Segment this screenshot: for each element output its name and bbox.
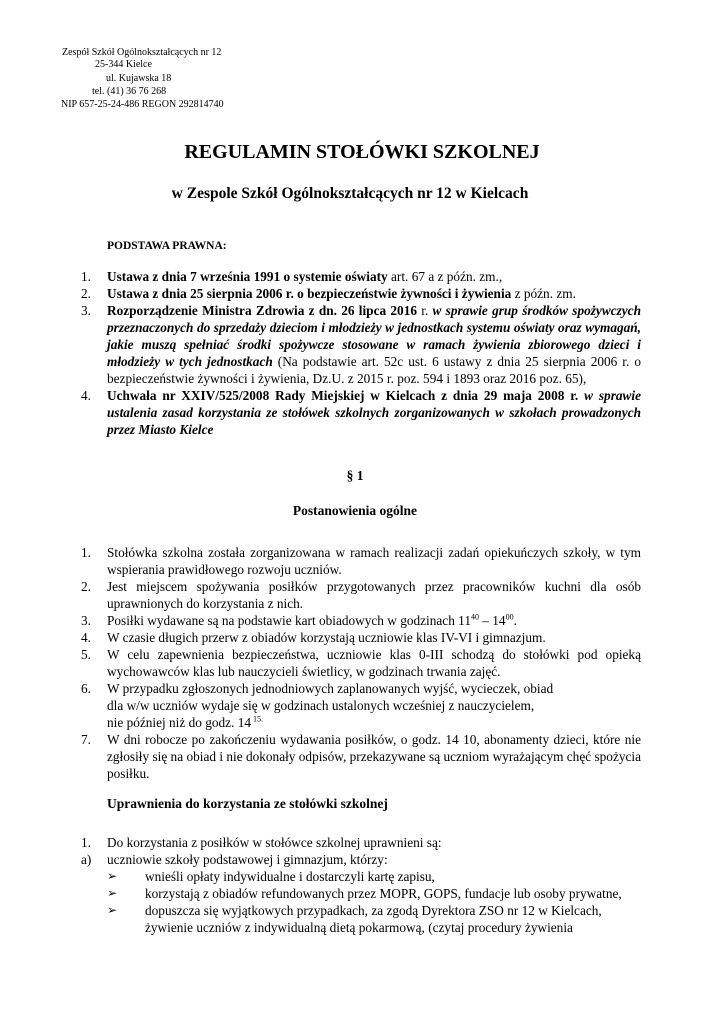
list-item: a) uczniowie szkoły podstawowej i gimnazjum, którzy: [81,852,388,867]
header-street: ul. Kujawska 18 [106,73,172,84]
list-item: 1. Do korzystania z posiłków w stołówce szkolnej uprawnieni są: [81,835,442,850]
header-school: Zespół Szkół Ogólnokształcących nr 12 [62,47,222,58]
list-item: 5. W celu zapewnienia bezpieczeństwa, uczniowie klas 0-III schodzą do stołówki pod opieką wychowawców klas lub nauczycieli świetlicy, w godzinach trwania zajęć. [81,647,641,679]
bullet-item: ➢ dopuszcza się wyjątkowych przypadkach, za zgodą Dyrektora ZSO nr 12 w Kielcach, żywienie uczniów z indywidualną dietą pokarmową, (czytaj procedury żywienia [107,903,602,935]
list-item: 3. Posiłki wydawane są na podstawie kart obiadowych w godzinach $11^{40} - 14^{00}$. [81,612,517,628]
document-subtitle: w Zespole Szkół Ogólnokształcących nr 12 w Kielcach [171,185,529,202]
eligibility-heading: Uprawnienia do korzystania ze stołówki szkolnej [107,796,388,811]
list-item: 1. Stołówka szkolna została zorganizowana w ramach realizacji zadań opiekuńczych szkoły, w tym wspierania prawidłowego rozwoju uczniów. [81,545,641,577]
header-postcode: 25-344 Kielce [95,59,152,70]
list-item: 4. W czasie długich przerw z obiadów korzystają uczniowie klas IV-VI i gimnazjum. [81,630,546,645]
arrow-bullet-icon: ➢ [107,903,118,917]
list-item: 6. W przypadku zgłoszonych jednodniowych zaplanowanych wyjść, wycieczek, obiad dla w/w uczniów wydaje się w godzinach ustalonych wcześniej z nauczycielem, nie później niż do godz. 14 $^{15.}$ [81,681,554,730]
header-ids: NIP 657-25-24-486 REGON 292814740 [61,99,224,110]
general-provisions-list [81,544,641,782]
arrow-bullet-icon: ➢ [107,869,118,883]
arrow-bullet-icon: ➢ [107,886,118,900]
document-title: REGULAMIN STOŁÓWKI SZKOLNEJ [184,141,540,163]
section-mark: § 1 [346,468,364,483]
legal-basis-heading: PODSTAWA PRAWNA: [107,240,227,252]
list-item: 2. Ustawa z dnia 25 sierpnia 2006 r. o bezpieczeństwie żywności i żywienia z późn. zm. [81,286,576,301]
legal-basis-list [81,268,641,438]
list-item: 7. W dni robocze po zakończeniu wydawania posiłków, o godz. 14 10, abonamenty dzieci, które nie zgłosiły się na obiad i nie dokonały odpisów, przekazywane są uczniom wyrażającym chęć spożycia posiłku. [81,732,641,781]
list-item: 3. Rozporządzenie Ministra Zdrowia z dn. 26 lipca 2016 r. w sprawie grup środków spożywczych przeznaczonych do sprzedaży dzieciom i młodzieży w jednostkach systemu oświaty oraz wymagań, jakie muszą spełniać środki spożywcze stosowane w ramach żywienia zbiorowego dzieci i młodzieży w tych jednostkach (Na podstawie art. 52c ust. 6 ustawy z dnia 25 sierpnia 2006 r. o bezpieczeństwie żywności i żywienia, Dz.U. z 2015 r. poz. 594 i 1893 oraz 2016 poz. 65), [81,303,641,386]
eligibility-list [81,834,641,936]
header-phone: tel. (41) 36 76 268 [92,86,167,97]
list-item: 1. Ustawa z dnia 7 września 1991 o systemie oświaty art. 67 a z późn. zm., [81,269,503,284]
bullet-item: ➢ korzystają z obiadów refundowanych przez MOPR, GOPS, fundacje lub osoby prywatne, [107,886,622,901]
list-item: 4. Uchwała nr XXIV/525/2008 Rady Miejskiej w Kielcach z dnia 29 maja 2008 r. w sprawie ustalenia zasad korzystania ze stołówek szkolnych zorganizowanych w szkołach prowadzonych przez Miasto Kielce [81,388,641,437]
list-item: 2. Jest miejscem spożywania posiłków przygotowanych przez pracowników kuchni dla osób uprawnionych do korzystania z nich. [81,579,641,611]
bullet-item: ➢ wnieśli opłaty indywidualne i dostarczyli kartę zapisu, [107,869,435,884]
section-heading: Postanowienia ogólne [292,503,418,518]
